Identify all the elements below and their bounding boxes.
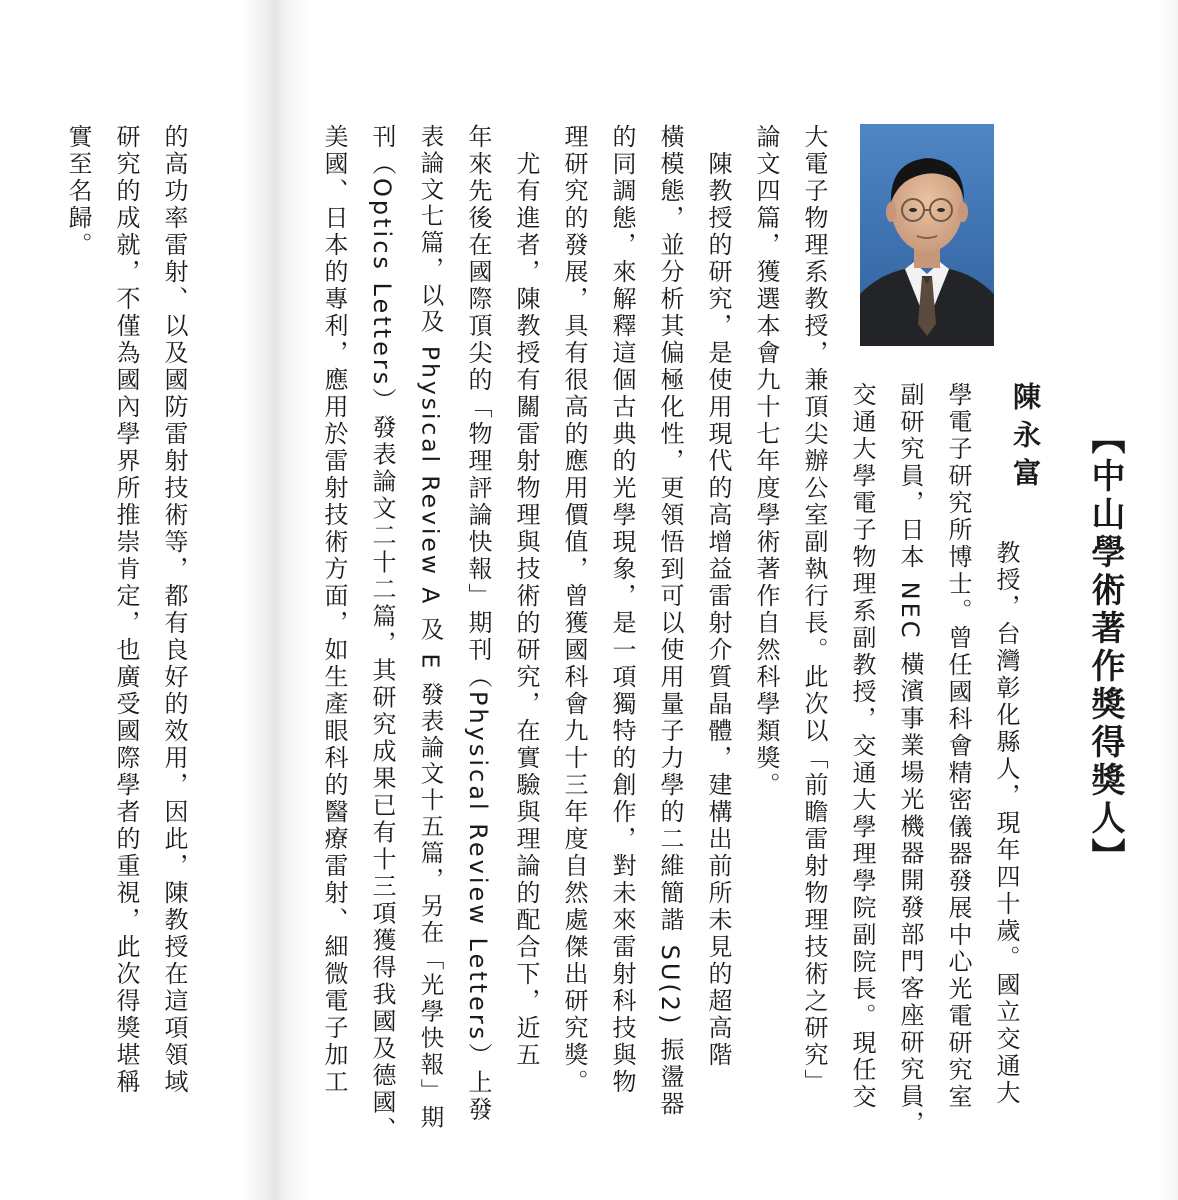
text-column-3: 副研究員，日本 NEC 橫濱事業場光機器開發部門客座研究員， bbox=[896, 382, 924, 1138]
text-column-4: 交通大學電子物理系副教授，交通大學理學院副院長。現任交 bbox=[848, 382, 876, 1111]
text-column-6: 論文四篇，獲選本會九十七年度學術著作自然科學類獎。 bbox=[752, 124, 780, 799]
text-column-1: 教授，台灣彰化縣人，現年四十歲。國立交通大 bbox=[992, 540, 1020, 1107]
text-column-15: 美國、日本的專利，應用於雷射技術方面，如生產眼科的醫療雷射、細微電子加工 bbox=[320, 124, 348, 1096]
text-column-7: 陳教授的研究，是使用現代的高增益雷射介質晶體，建構出前所未見的超高階 bbox=[704, 124, 732, 1069]
page-edge bbox=[1160, 0, 1178, 1200]
text-column-16: 的高功率雷射、以及國防雷射技術等，都有良好的效用，因此，陳教授在這項領域 bbox=[160, 124, 188, 1096]
page-title: 【中山學術著作獎得獎人】 bbox=[1085, 420, 1125, 876]
text-column-9: 的同調態，來解釋這個古典的光學現象，是一項獨特的創作，對未來雷射科技與物 bbox=[608, 124, 636, 1096]
text-column-17: 研究的成就，不僅為國內學界所推崇肯定，也廣受國際學者的重視，此次得獎堪稱 bbox=[112, 124, 140, 1096]
awardee-name: 陳永富 bbox=[1009, 382, 1042, 496]
text-column-18: 實至名歸。 bbox=[64, 124, 92, 259]
text-column-12: 年來先後在國際頂尖的「物理評論快報」期刊（Physical Review Letters）上發 bbox=[464, 124, 492, 1124]
text-column-13: 表論文七篇，以及 Physical Review A 及 E 發表論文十五篇，另在「光學快報」期 bbox=[416, 124, 445, 1132]
text-column-10: 理研究的發展，具有很高的應用價值，曾獲國科會九十三年度自然處傑出研究獎。 bbox=[560, 124, 588, 1096]
text-column-11: 尤有進者，陳教授有關雷射物理與技術的研究，在實驗與理論的配合下，近五 bbox=[512, 124, 540, 1069]
portrait-photo bbox=[860, 124, 994, 346]
text-column-5: 大電子物理系教授，兼頂尖辦公室副執行長。此次以「前瞻雷射物理技術之研究」 bbox=[800, 124, 828, 1096]
text-column-2: 學電子研究所博士。曾任國科會精密儀器發展中心光電研究室 bbox=[944, 382, 972, 1111]
text-column-14: 刊（Optics Letters）發表論文二十二篇，其研究成果已有十三項獲得我國及德國、 bbox=[368, 124, 396, 1144]
page-fold-shadow bbox=[240, 0, 310, 1200]
text-column-8: 橫模態，並分析其偏極化性，更領悟到可以使用量子力學的二維簡諧 SU(2) 振盪器 bbox=[656, 124, 684, 1119]
